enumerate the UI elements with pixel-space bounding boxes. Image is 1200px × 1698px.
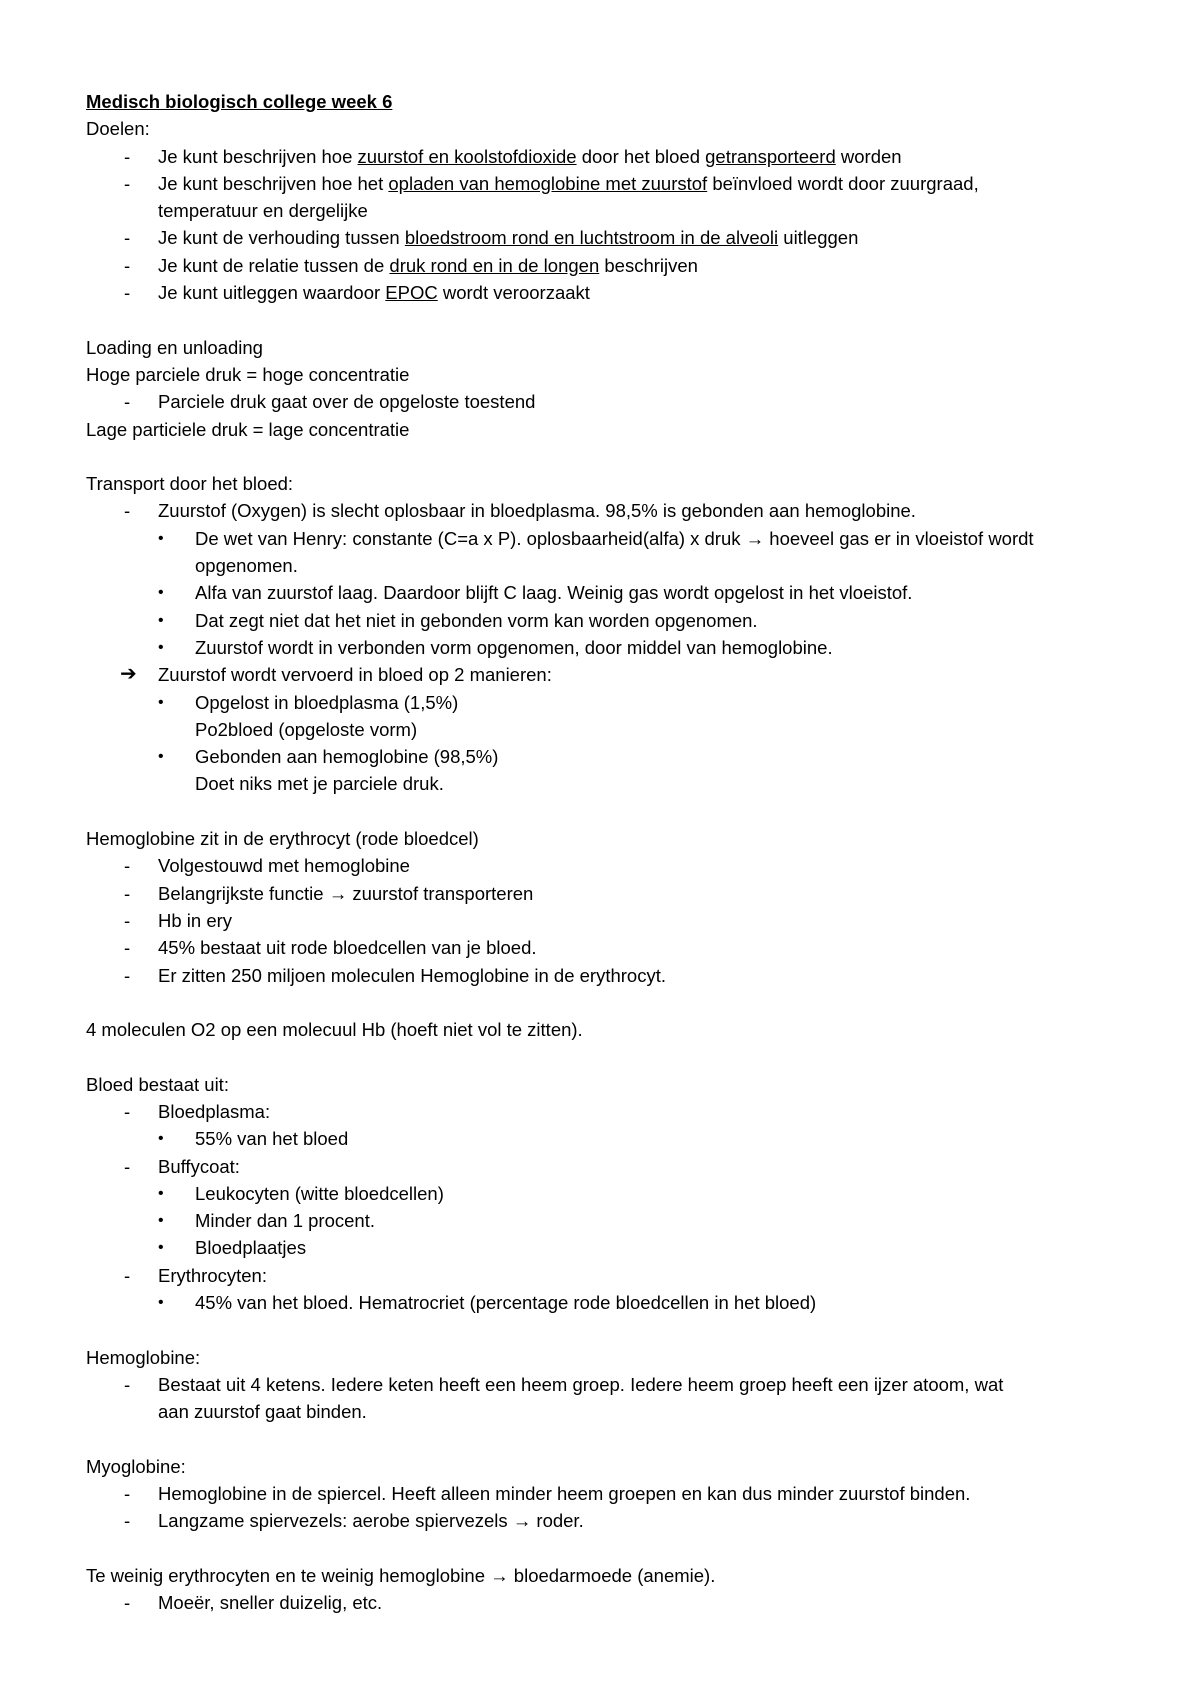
line-text: opgenomen. [195,555,298,577]
line-text: De wet van Henry: constante (C=a x P). oplosbaarheid(alfa) x druk → hoeveel gas er in vloeistof wordt [195,527,1034,549]
line-text: temperatuur en dergelijke [158,200,368,222]
line-text: Je kunt beschrijven hoe het opladen van hemoglobine met zuurstof beïnvloed wordt door zuurgraad, [158,172,979,194]
underlined-phrase: opladen van hemoglobine met zuurstof [388,172,708,194]
dash-list-item [86,143,1126,170]
line-text: Langzame spiervezels: aerobe spiervezels → roder. [158,1510,584,1532]
line-text: Lage particiele druk = lage concentratie [86,418,410,440]
dash-icon: - [124,1510,131,1532]
paragraph-line [86,1016,1126,1043]
line-text: Hemoglobine: [86,1346,201,1368]
blank-line [86,1043,1126,1070]
paragraph-line [86,825,1126,852]
underlined-phrase: zuurstof en koolstofdioxide [357,145,577,167]
line-text: Je kunt uitleggen waardoor EPOC wordt veroorzaakt [158,282,590,304]
line-text: Po2bloed (opgeloste vorm) [195,718,418,740]
line-text: Je kunt beschrijven hoe zuurstof en koolstofdioxide door het bloed getransporteerd worden [158,145,902,167]
dash-list-item [86,962,1126,989]
dash-list-item [86,1262,1126,1289]
line-text: Bloedplasma: [158,1100,271,1122]
dash-list-item [86,224,1126,251]
line-text: Alfa van zuurstof laag. Daardoor blijft C laag. Weinig gas wordt opgelost in het vloeistof. [195,582,913,604]
line-text: 55% van het bloed [195,1128,349,1150]
dash-list-item [86,497,1126,524]
dash-icon: - [124,1483,131,1505]
bullet-icon: • [158,638,164,656]
paragraph-line [86,1453,1126,1480]
dash-icon: - [124,227,131,249]
bullet-list-item [86,1289,1126,1316]
dash-list-item [86,170,1126,197]
bullet-list-item [86,1180,1126,1207]
blank-line [86,1426,1126,1453]
blank-line [86,306,1126,333]
paragraph-line [86,470,1126,497]
dash-list-item-continuation [86,1398,1126,1425]
line-text: Bloedplaatjes [195,1237,307,1259]
bullet-icon: • [158,1239,164,1257]
paragraph-line [86,361,1126,388]
bullet-list-item-continuation [86,552,1126,579]
dash-list-item [86,252,1126,279]
line-text: Minder dan 1 procent. [195,1210,375,1232]
blank-line [86,443,1126,470]
paragraph-line [86,115,1126,142]
dash-icon: - [124,172,131,194]
dash-list-item [86,880,1126,907]
dash-list-item [86,907,1126,934]
dash-list-item [86,1480,1126,1507]
line-text: Je kunt de verhouding tussen bloedstroom rond en luchtstroom in de alveoli uitleggen [158,227,859,249]
dash-icon: - [124,1100,131,1122]
dash-icon: - [124,1264,131,1286]
dash-list-item [86,1589,1126,1616]
document-title: Medisch biologisch college week 6 [86,91,393,112]
blank-line [86,1316,1126,1343]
dash-icon: - [124,855,131,877]
dash-icon: - [124,1592,131,1614]
line-text: Erythrocyten: [158,1264,267,1286]
line-text: Zuurstof wordt in verbonden vorm opgenomen, door middel van hemoglobine. [195,636,833,658]
bullet-icon: • [158,748,164,766]
bullet-icon: • [158,1184,164,1202]
dash-icon: - [124,391,131,413]
line-text: Leukocyten (witte bloedcellen) [195,1182,444,1204]
bullet-list-item-continuation [86,770,1126,797]
bullet-icon: • [158,693,164,711]
arrow-list-item [86,661,1126,688]
paragraph-line [86,1071,1126,1098]
blank-line [86,798,1126,825]
line-text: Bloed bestaat uit: [86,1073,229,1095]
line-text: Je kunt de relatie tussen de druk rond en in de longen beschrijven [158,254,698,276]
dash-list-item [86,1153,1126,1180]
blank-line [86,989,1126,1016]
line-text: Doelen: [86,118,150,140]
bullet-list-item [86,634,1126,661]
paragraph-line [86,334,1126,361]
document-content [86,88,1126,1617]
underlined-phrase: bloedstroom rond en luchtstroom in de alveoli [404,227,779,249]
bullet-list-item [86,1207,1126,1234]
dash-list-item-continuation [86,197,1126,224]
bullet-list-item [86,743,1126,770]
line-text: Zuurstof (Oxygen) is slecht oplosbaar in bloedplasma. 98,5% is gebonden aan hemoglobine. [158,500,916,522]
bullet-icon: • [158,611,164,629]
line-text: aan zuurstof gaat binden. [158,1401,367,1423]
bullet-list-item [86,1125,1126,1152]
line-text: Belangrijkste functie → zuurstof transporteren [158,882,534,904]
bullet-list-item [86,1234,1126,1261]
line-text: Doet niks met je parciele druk. [195,773,444,795]
dash-icon: - [124,882,131,904]
line-text: Myoglobine: [86,1455,186,1477]
paragraph-line [86,1562,1126,1589]
line-text: Bestaat uit 4 ketens. Iedere keten heeft een heem groep. Iedere heem groep heeft een ijzer atoom, wat [158,1373,1004,1395]
bullet-icon: • [158,529,164,547]
dash-list-item [86,1507,1126,1534]
dash-list-item [86,388,1126,415]
arrow-right-icon: ➔ [120,663,137,686]
line-text: Te weinig erythrocyten en te weinig hemoglobine → bloedarmoede (anemie). [86,1565,716,1587]
dash-list-item [86,1098,1126,1125]
dash-list-item [86,934,1126,961]
underlined-phrase: getransporteerd [705,145,836,167]
dash-icon: - [124,1155,131,1177]
line-text: Gebonden aan hemoglobine (98,5%) [195,746,499,768]
line-text: 45% bestaat uit rode bloedcellen van je bloed. [158,937,537,959]
line-text: Hoge parciele druk = hoge concentratie [86,363,410,385]
blank-line [86,1535,1126,1562]
line-text: Hb in ery [158,909,233,931]
line-text: 4 moleculen O2 op een molecuul Hb (hoeft niet vol te zitten). [86,1019,583,1041]
dash-icon: - [124,964,131,986]
line-text: Buffycoat: [158,1155,240,1177]
bullet-icon: • [158,1212,164,1230]
dash-icon: - [124,254,131,276]
dash-list-item [86,1371,1126,1398]
bullet-list-item [86,579,1126,606]
line-text: Opgelost in bloedplasma (1,5%) [195,691,459,713]
bullet-list-item-continuation [86,716,1126,743]
bullet-list-item [86,525,1126,552]
line-text: Hemoglobine zit in de erythrocyt (rode bloedcel) [86,828,479,850]
bullet-list-item [86,689,1126,716]
line-text: Zuurstof wordt vervoerd in bloed op 2 manieren: [158,664,552,686]
line-text: Volgestouwd met hemoglobine [158,855,410,877]
dash-icon: - [124,145,131,167]
dash-list-item [86,852,1126,879]
line-text: Hemoglobine in de spiercel. Heeft alleen minder heem groepen en kan dus minder zuurstof binden. [158,1483,971,1505]
line-text: 45% van het bloed. Hematrocriet (percentage rode bloedcellen in het bloed) [195,1292,817,1314]
line-text: Dat zegt niet dat het niet in gebonden vorm kan worden opgenomen. [195,609,758,631]
bullet-icon: • [158,1294,164,1312]
bullet-icon: • [158,1130,164,1148]
underlined-phrase: druk rond en in de longen [389,254,600,276]
dash-list-item [86,279,1126,306]
line-text: Er zitten 250 miljoen moleculen Hemoglobine in de erythrocyt. [158,964,666,986]
dash-icon: - [124,909,131,931]
line-text: Moeër, sneller duizelig, etc. [158,1592,383,1614]
paragraph-line [86,1344,1126,1371]
paragraph-line [86,416,1126,443]
bullet-list-item [86,607,1126,634]
bullet-icon: • [158,584,164,602]
dash-icon: - [124,282,131,304]
line-text: Transport door het bloed: [86,473,294,495]
dash-icon: - [124,500,131,522]
dash-icon: - [124,1373,131,1395]
underlined-phrase: EPOC [385,282,438,304]
dash-icon: - [124,937,131,959]
line-text: Parciele druk gaat over de opgeloste toestend [158,391,536,413]
line-text: Loading en unloading [86,336,263,358]
